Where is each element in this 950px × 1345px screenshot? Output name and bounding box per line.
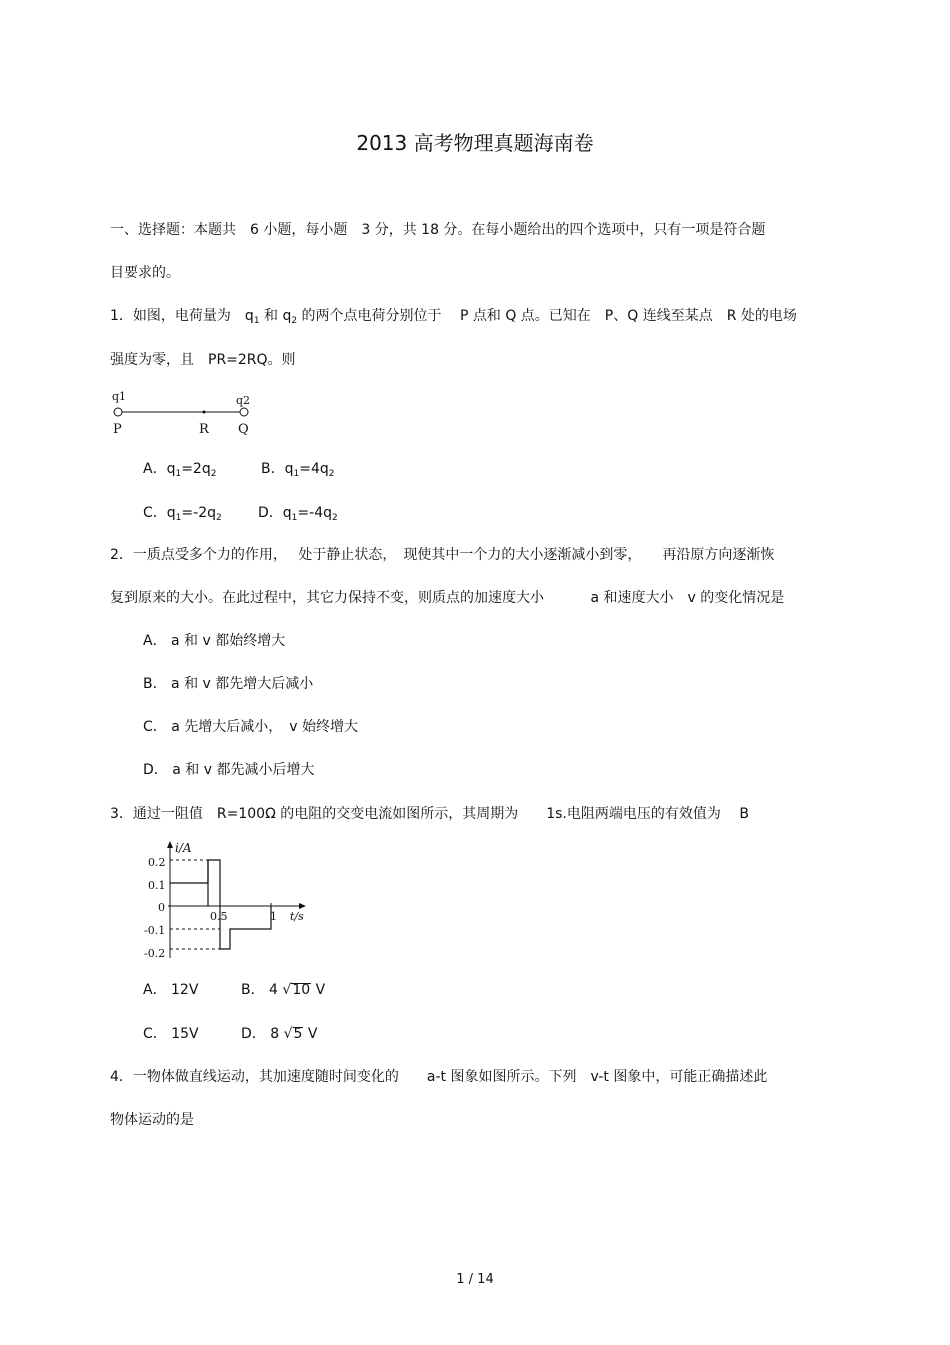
y-axis-arrow [167,841,173,848]
q3-current-graph [140,838,315,963]
page-title: 2013 高考物理真题海南卷 [356,131,594,155]
point-r-dot [203,411,206,414]
label-p: P [113,422,122,437]
q3-option-c[interactable]: C． 15V [143,1026,199,1042]
q3-option-a[interactable]: A． 12V [143,982,199,998]
q2-option-d[interactable]: D． a 和 v 都先减小后增大 [143,762,315,778]
x-axis-label: t/s [290,910,304,923]
q1-option-b[interactable]: B．$q_1=4q_2$ [261,461,335,479]
q1-option-c[interactable]: C．$q_1=-2q_2$ [143,505,222,523]
q1-label: q1 [112,390,127,403]
charge-p-circle [114,408,122,416]
current-waveform [170,860,271,949]
y-tick-neg0.2: -0.2 [144,947,166,960]
q2-option-c[interactable]: C． a 先增大后减小， v 始终增大 [143,719,358,735]
page-number: 1 / 14 [456,1272,494,1287]
section-intro-line1: 一、选择题：本题共 6 小题，每小题 3 分，共 18 分。在每小题给出的四个选项中，只有一项是符合题 [110,222,766,238]
y-tick-0: 0 [158,901,165,914]
q2-option-a[interactable]: A． a 和 v 都始终增大 [143,633,286,649]
y-tick-neg0.1: -0.1 [144,924,166,937]
q2-label: q2 [236,394,251,407]
y-axis-label: i/A [175,841,192,855]
q1-charge-diagram [108,388,258,438]
q2-option-b[interactable]: B． a 和 v 都先增大后减小 [143,676,314,692]
q1-option-a[interactable]: A．$q_1=2q_2$ [143,461,217,479]
q2-line1: 2．一质点受多个力的作用， 处于静止状态， 现使其中一个力的大小逐渐减小到零， 再沿原方向逐渐恢 [110,547,775,563]
label-q: Q [238,422,249,437]
q4-line1: 4．一物体做直线运动，其加速度随时间变化的 a-t 图象如图所示。下列 v-t 图象中，可能正确描述此 [110,1069,768,1085]
label-r: R [199,422,209,437]
q1-line2: 强度为零，且 PR=2RQ。则 [110,352,296,368]
section-intro-line2: 目要求的。 [110,265,180,281]
q3-option-d[interactable]: D． 8 √5 V [241,1026,318,1042]
x-tick-1: 1 [270,910,277,923]
charge-q-circle [240,408,248,416]
q3-line1: 3．通过一阻值 R=100Ω 的电阻的交变电流如图所示，其周期为 1s.电阻两端电压的有效值为 B [110,806,749,822]
y-tick-0.1: 0.1 [148,879,166,892]
q2-line2: 复到原来的大小。在此过程中，其它力保持不变，则质点的加速度大小 a 和速度大小 v 的变化情况是 [110,590,785,606]
y-tick-0.2: 0.2 [148,856,166,869]
x-axis-arrow [299,903,306,909]
q4-line2: 物体运动的是 [110,1112,194,1128]
q1-line1: 1．如图，电荷量为 $q_1$ 和 $q_2$ 的两个点电荷分别位于 P 点和 Q 点。已知在 P、Q 连线至某点 R 处的电场 [110,308,797,326]
q3-option-b[interactable]: B． 4 √10 V [241,982,326,998]
q1-option-d[interactable]: D．$q_1=-4q_2$ [258,505,338,523]
x-tick-0.5: 0.5 [210,910,228,923]
